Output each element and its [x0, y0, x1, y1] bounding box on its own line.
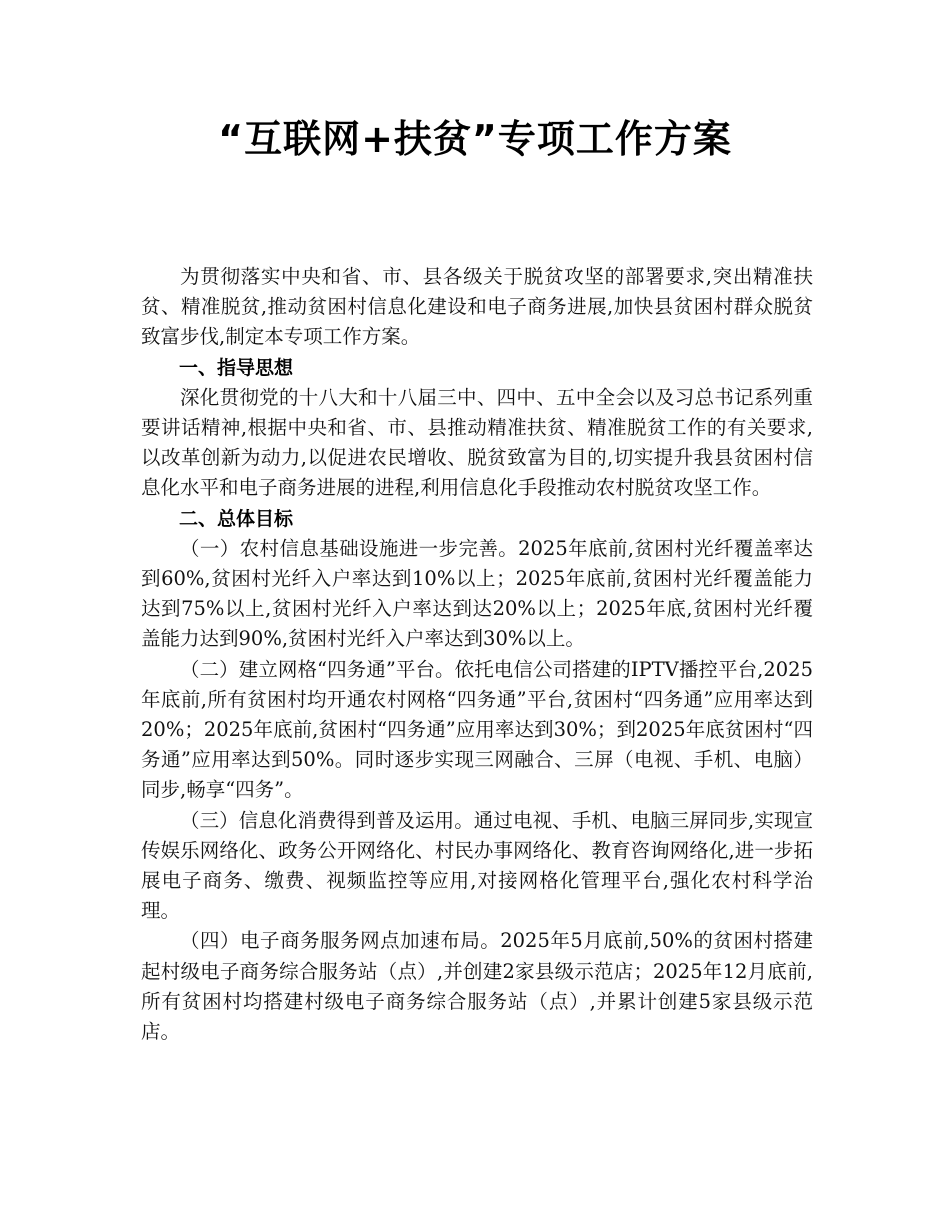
goal-item-3: （三）信息化消费得到普及运用。通过电视、手机、电脑三屏同步,实现宣传娱乐网络化、政务公开网络化、村民办事网络化、教育咨询网络化,进一步拓展电子商务、缴费、视频监控等应用,对接网格化管理平台,强化农村科学治理。	[141, 808, 813, 923]
intro-paragraph: 为贯彻落实中央和省、市、县各级关于脱贫攻坚的部署要求,突出精准扶贫、精准脱贫,推动贫困村信息化建设和电子商务进展,加快县贫困村群众脱贫致富步伐,制定本专项工作方案。	[141, 265, 813, 349]
section-heading-guiding-ideology: 一、指导思想	[179, 356, 294, 379]
goal-item-4: （四）电子商务服务网点加速布局。2025年5月底前,50%的贫困村搭建起村级电子商务综合服务站（点）,并创建2家县级示范店；2025年12月底前,所有贫困村均搭建村级电子商务综合服务站（点）,并累计创建5家县级示范店。	[141, 929, 813, 1044]
guiding-ideology-paragraph: 深化贯彻党的十八大和十八届三中、四中、五中全会以及习总书记系列重要讲话精神,根据中央和省、市、县推动精准扶贫、精准脱贫工作的有关要求,以改革创新为动力,以促进农民增收、脱贫致富为目的,切实提升我县贫困村信息化水平和电子商务进展的进程,利用信息化手段推动农村脱贫攻坚工作。	[141, 385, 813, 500]
goal-item-1: （一）农村信息基础设施进一步完善。2025年底前,贫困村光纤覆盖率达到60%,贫困村光纤入户率达到10%以上；2025年底前,贫困村光纤覆盖能力达到75%以上,贫困村光纤入户率达到达20%以上；2025年底,贫困村光纤覆盖能力达到90%,贫困村光纤入户率达到30%以上。	[141, 536, 813, 651]
document-body	[141, 262, 813, 1047]
section-heading-overall-goals: 二、总体目标	[179, 507, 294, 530]
document-title: “互联网+扶贫”专项工作方案	[218, 117, 732, 161]
goal-item-2: （二）建立网格“四务通”平台。依托电信公司搭建的IPTV播控平台,2025年底前,所有贫困村均开通农村网格“四务通”平台,贫困村“四务通”应用率达到20%；2025年底前,贫困村“四务通”应用率达到30%；到2025年底贫困村“四务通”应用率达到50%。同时逐步实现三网融合、三屏（电视、手机、电脑）同步,畅享“四务”。	[141, 657, 813, 802]
